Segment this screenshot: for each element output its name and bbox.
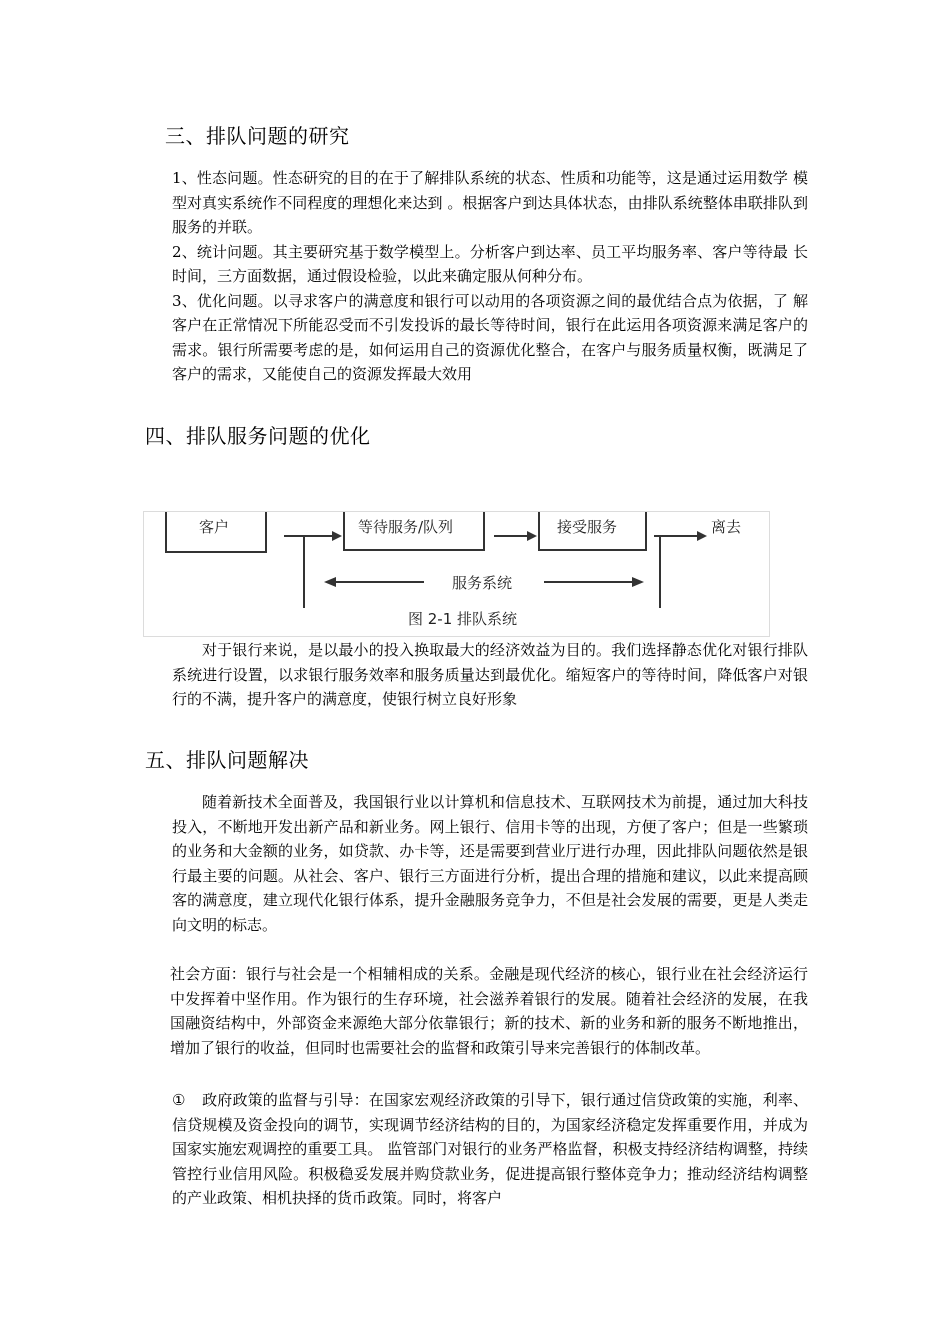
government-policy-text: 政府政策的监督与引导：在国家宏观经济政策的引导下，银行通过信贷政策的实施，利率、信贷规模及资金投向的调节，实现调节经济结构的目的，为国家经济稳定发挥重要作用，并成为国家实施宏观调控的重要工具。 监管部门对银行的业务严格监督，积极支持经济结构调整，持续管控行业信用风险。积极稳妥发展并购贷款业务，促进提高银行整体竞争力；推动经济结构调整的产业政策、相机抉择的货币政策。同时，将客户 [172,1091,808,1207]
leave-label: 离去 [711,518,742,536]
government-policy-paragraph [172,1088,808,1211]
queue-system-diagram [144,512,769,636]
arrowhead-2 [527,531,537,541]
arrowhead-system-right [632,577,644,587]
queue-system-figure [143,511,770,637]
queue-label: 等待服务/队列 [358,518,454,536]
section-4-heading: 四、排队服务问题的优化 [145,424,371,448]
list-item: 3、优化问题。以寻求客户的满意度和银行可以动用的各项资源之间的最优结合点为依据，了 解客户在正常情况下所能忍受而不引发投诉的最长等待时间，银行在此运用各项资源来满足客户的需求。银行所需要考虑的是，如何运用自己的资源优化整合，在客户与服务质量权衡，既满足了客户的需求，又能使自己的资源发挥最大效用 [172,291,808,383]
service-label: 接受服务 [557,518,618,536]
arrowhead-1 [332,531,342,541]
customer-label: 客户 [199,518,230,536]
list-marker: ① [172,1091,186,1109]
list-item: 2、统计问题。其主要研究基于数学模型上。分析客户到达率、员工平均服务率、客户等待最 长时间，三方面数据，通过假设检验，以此来确定服从何种分布。 [172,242,808,285]
section-3-body [172,166,808,387]
section-5-heading: 五、排队问题解决 [145,748,309,772]
social-aspect-paragraph: 社会方面：银行与社会是一个相辅相成的关系。金融是现代经济的核心，银行业在社会经济运行中发挥着中坚作用。作为银行的生存环境，社会滋养着银行的发展。随着社会经济的发展，在我国融资结构中，外部资金来源绝大部分依靠银行；新的技术、新的业务和新的服务不断地推出，增加了银行的收益，但同时也需要社会的监督和政策引导来完善银行的体制改革。 [170,965,808,1057]
list-item: 1、性态问题。性态研究的目的在于了解排队系统的状态、性质和功能等，这是通过运用数学 模型对真实系统作不同程度的理想化来达到 。根据客户到达具体状态，由排队系统整体串联排队到服务的并联。 [172,169,808,236]
section-3-heading: 三、排队问题的研究 [165,124,350,148]
section-5-intro: 随着新技术全面普及，我国银行业以计算机和信息技术、互联网技术为前提，通过加大科技投入，不断地开发出新产品和新业务。网上银行、信用卡等的出现，方便了客户；但是一些繁琐的业务和大金额的业务，如贷款、办卡等，还是需要到营业厅进行办理，因此排队问题依然是银行最主要的问题。从社会、客户、银行三方面进行分析，提出合理的措施和建议，以此来提高顾客的满意度，建立现代化银行体系，提升金融服务竞争力，不但是社会发展的需要，更是人类走向文明的标志。 [172,793,808,934]
section-4-body: 对于银行来说，是以最小的投入换取最大的经济效益为目的。我们选择静态优化对银行排队系统进行设置，以求银行服务效率和服务质量达到最优化。缩短客户的等待时间，降低客户对银行的不满，提升客户的满意度，使银行树立良好形象 [172,641,808,708]
system-label: 服务系统 [452,574,513,592]
arrowhead-3 [697,531,707,541]
figure-caption: 图 2-1 排队系统 [408,610,518,628]
arrowhead-system-left [324,577,336,587]
